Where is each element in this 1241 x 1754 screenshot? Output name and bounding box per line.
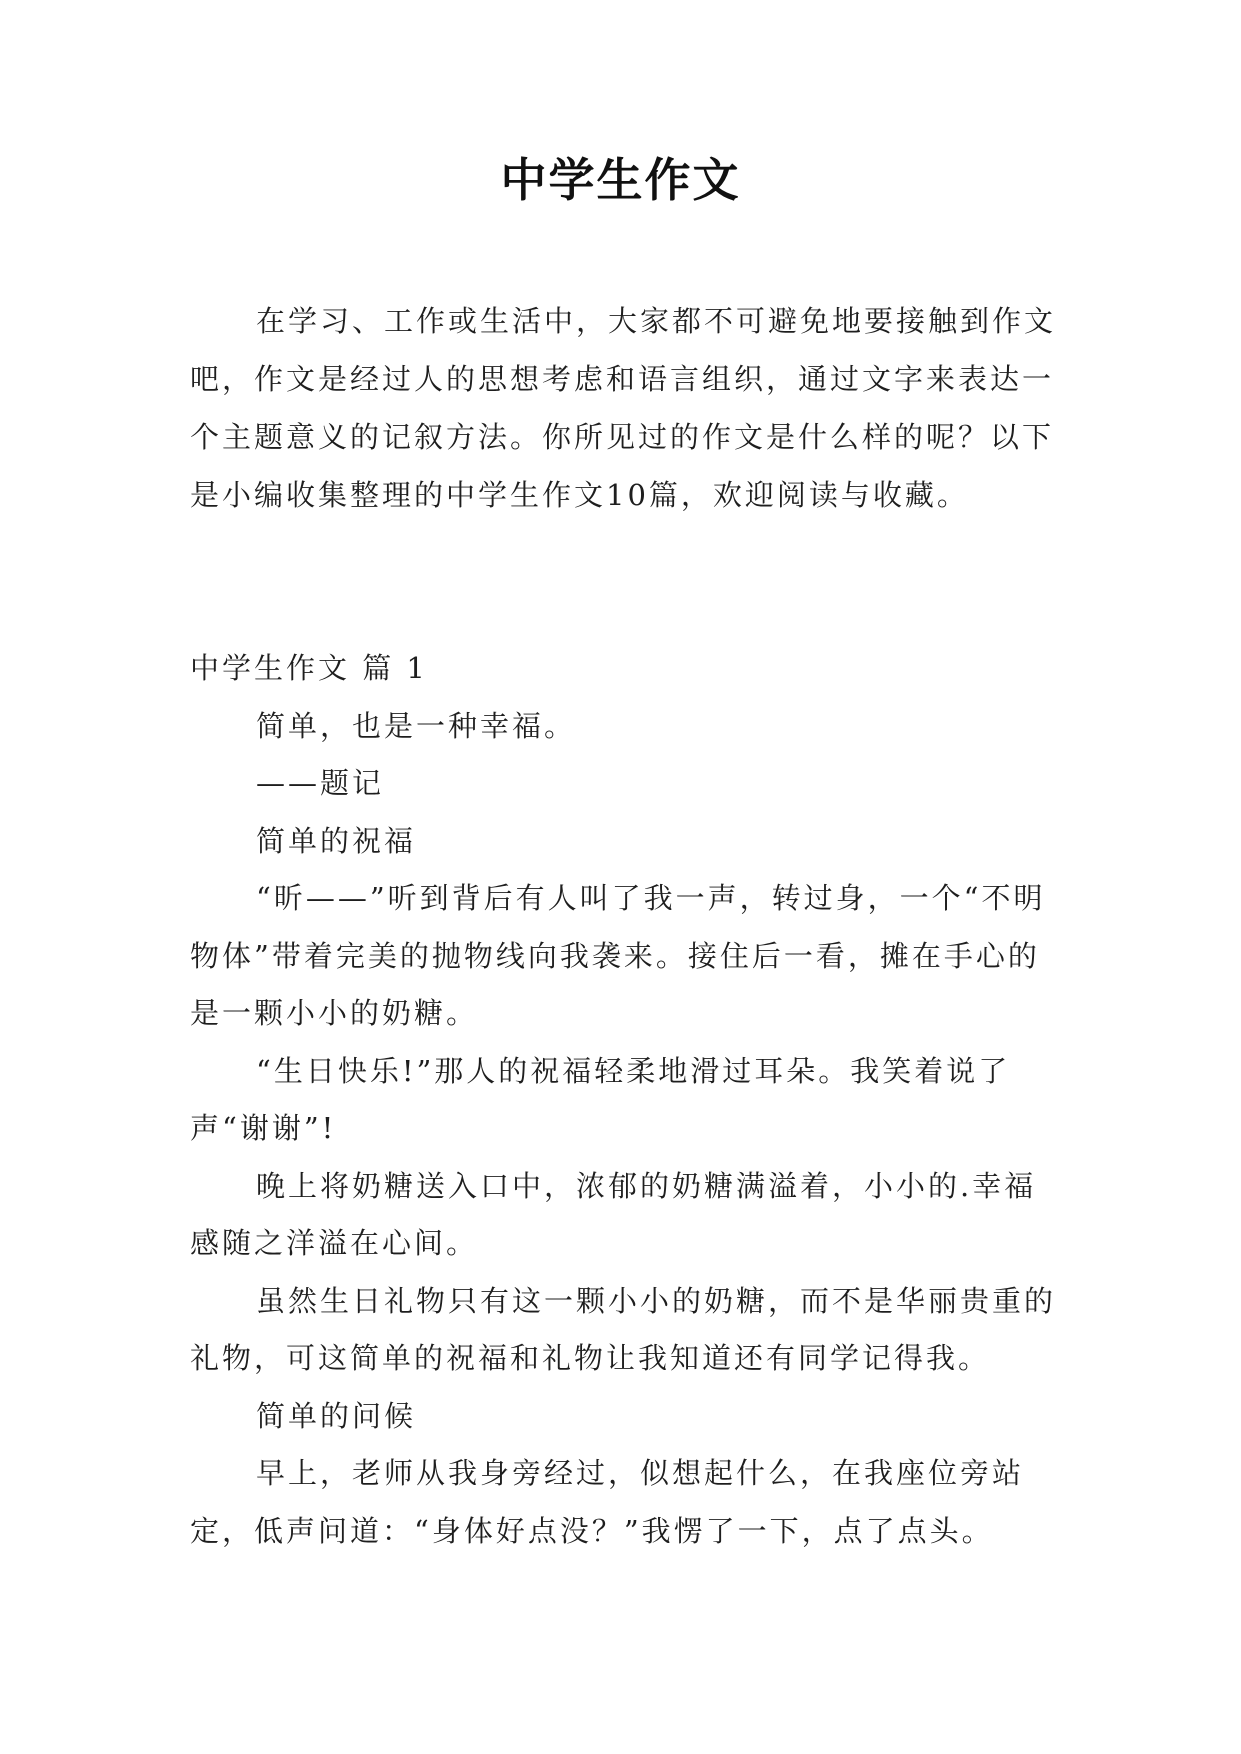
article-body xyxy=(190,640,1060,1560)
intro-block xyxy=(190,292,1060,524)
intro-paragraph: 在学习、工作或生活中，大家都不可避免地要接触到作文吧，作文是经过人的思想考虑和语言组织，通过文字来表达一个主题意义的记叙方法。你所见过的作文是什么样的呢？以下是小编收集整理的中学生作文10篇，欢迎阅读与收藏。 xyxy=(190,304,1057,512)
paragraph: “昕——”听到背后有人叫了我一声，转过身，一个“不明物体”带着完美的抛物线向我袭来。接住后一看，摊在手心的是一颗小小的奶糖。 xyxy=(190,881,1046,1030)
paragraph: “生日快乐!”那人的祝福轻柔地滑过耳朵。我笑着说了声“谢谢”! xyxy=(190,1053,1011,1145)
paragraph: 虽然生日礼物只有这一颗小小的奶糖，而不是华丽贵重的礼物，可这简单的祝福和礼物让我知道还有同学记得我。 xyxy=(190,1283,1057,1375)
paragraph: 早上，老师从我身旁经过，似想起什么，在我座位旁站定，低声问道：“身体好点没？”我愣了一下，点了点头。 xyxy=(190,1456,1025,1548)
subheading-simple-blessing: 简单的祝福 xyxy=(256,823,417,858)
subheading-simple-greeting: 简单的问候 xyxy=(256,1398,417,1433)
paragraph-epigraph-attribution: ——题记 xyxy=(256,766,385,800)
paragraph: 晚上将奶糖送入口中，浓郁的奶糖满溢着，小小的.幸福感随之洋溢在心间。 xyxy=(190,1168,1037,1260)
document-title: 中学生作文 xyxy=(500,153,741,207)
section-heading: 中学生作文 篇 1 xyxy=(190,651,428,685)
paragraph-epigraph: 简单，也是一种幸福。 xyxy=(256,708,577,743)
